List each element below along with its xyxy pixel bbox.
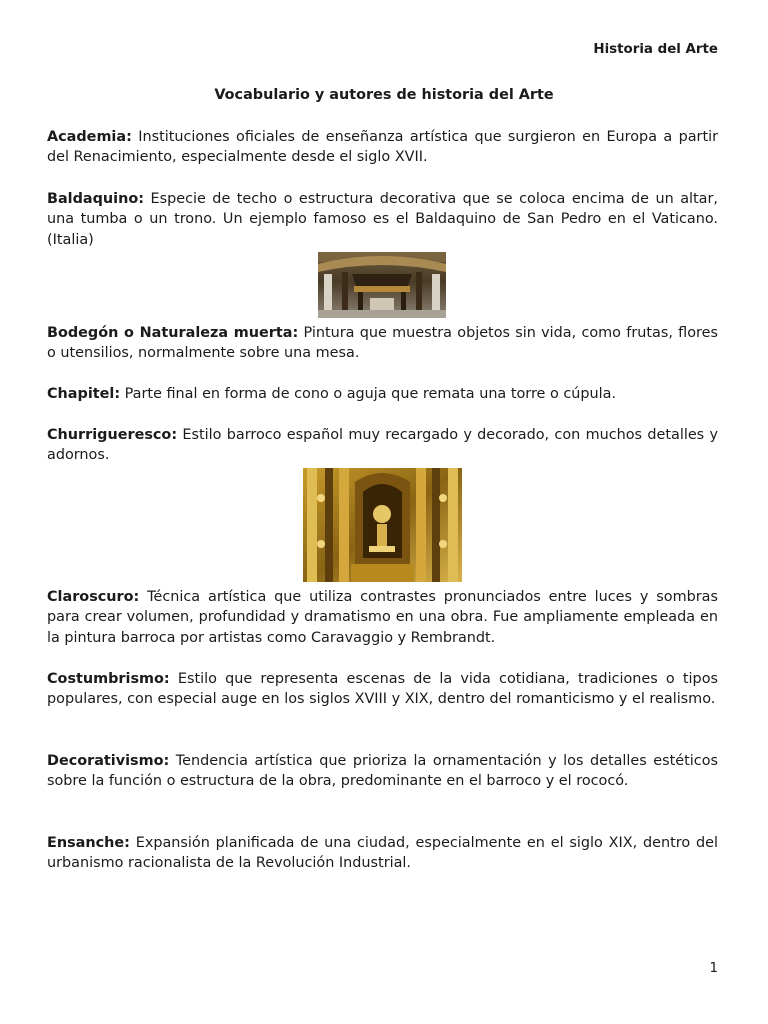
entry-term: Decorativismo: — [47, 753, 170, 769]
entry-definition: Parte final en forma de cono o aguja que remata una torre o cúpula. — [124, 386, 617, 402]
entry-term: Baldaquino: — [47, 191, 144, 207]
glossary-entry-decorativismo — [47, 751, 718, 792]
entry-term: Academia: — [47, 129, 132, 145]
glossary-entry-ensanche — [47, 833, 718, 874]
entry-definition: Especie de techo o estructura decorativa que se coloca encima de un altar, una tumba o un trono. Un ejemplo famoso es el Baldaquino de San Pedro en el Vaticano. (Italia) — [47, 191, 718, 248]
entry-definition: Instituciones oficiales de enseñanza artística que surgieron en Europa a partir del Renacimiento, especialmente desde el siglo XVII. — [47, 129, 718, 166]
baldaquino-photo — [318, 252, 446, 318]
running-header: Historia del Arte — [593, 42, 718, 57]
glossary-entry-chapitel — [47, 384, 718, 404]
entry-definition: Estilo que representa escenas de la vida cotidiana, tradiciones o tipos populares, con especial auge en los siglos XVIII y XIX, dentro del romanticismo y el realismo. — [47, 671, 718, 708]
document-title: Vocabulario y autores de historia del Arte — [214, 87, 554, 103]
entry-definition: Estilo barroco español muy recargado y decorado, con muchos detalles y adornos. — [47, 427, 718, 464]
glossary-entry-claroscuro — [47, 587, 718, 648]
page-number: 1 — [709, 961, 718, 976]
entry-definition: Tendencia artística que prioriza la ornamentación y los detalles estéticos sobre la función o estructura de la obra, predominante en el barroco y el rococó. — [47, 753, 718, 790]
entry-term: Ensanche: — [47, 835, 130, 851]
churrigueresco-altarpiece-photo — [303, 468, 462, 582]
entry-definition: Técnica artística que utiliza contrastes pronunciados entre luces y sombras para crear volumen, profundidad y dramatismo en una obra. Fue ampliamente empleada en la pintura barroca por artistas como Caravaggio y Rembrandt. — [47, 589, 718, 646]
glossary-entry-bodegon — [47, 323, 718, 364]
entry-term: Costumbrismo: — [47, 671, 170, 687]
entry-term: Chapitel: — [47, 386, 121, 402]
entry-definition: Expansión planificada de una ciudad, especialmente en el siglo XIX, dentro del urbanismo racionalista de la Revolución Industrial. — [47, 835, 718, 872]
glossary-entry-baldaquino — [47, 189, 718, 250]
entry-definition: Pintura que muestra objetos sin vida, como frutas, flores o utensilios, normalmente sobre una mesa. — [47, 325, 718, 362]
entry-term: Churrigueresco: — [47, 427, 178, 443]
glossary-entry-churrigueresco — [47, 425, 718, 466]
glossary-entry-academia — [47, 127, 718, 168]
entry-term: Claroscuro: — [47, 589, 140, 605]
glossary-entry-costumbrismo — [47, 669, 718, 710]
entry-term: Bodegón o Naturaleza muerta: — [47, 325, 299, 341]
